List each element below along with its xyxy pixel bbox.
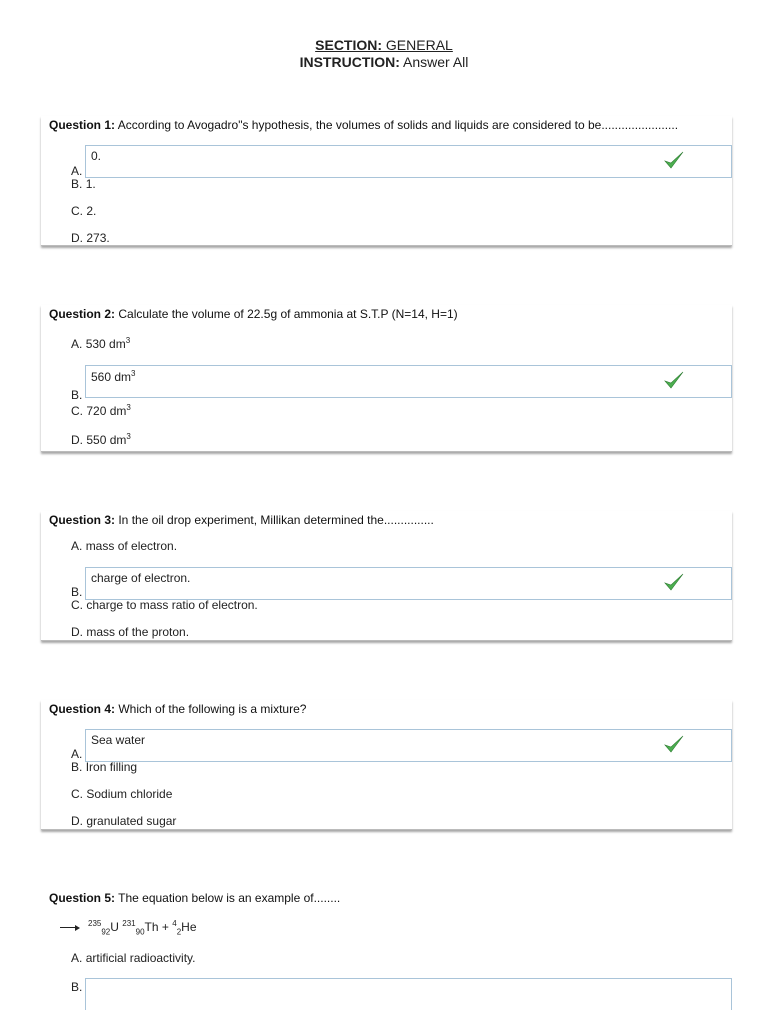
option-b[interactable]: B. Iron filling (71, 760, 138, 774)
instruction-label: INSTRUCTION: (299, 54, 400, 70)
question-text: In the oil drop experiment, Millikan determined the............... (115, 513, 434, 527)
question-card-3 (41, 511, 732, 641)
question-title (49, 513, 434, 527)
option-a[interactable]: A. 530 $dm^3$ (71, 336, 131, 351)
check-icon (663, 369, 685, 391)
option-c[interactable]: C. 720 $dm^3$ (71, 403, 131, 418)
question-title (49, 118, 678, 132)
page-header (0, 37, 768, 71)
question-text: The equation below is an example of........ (115, 891, 341, 905)
option-d[interactable]: D. mass of the proton. (71, 625, 190, 639)
section-value: GENERAL (382, 37, 453, 53)
option-letter: A. (71, 164, 83, 178)
option-b[interactable]: B. 1. (71, 177, 96, 191)
option-d[interactable]: D. granulated sugar (71, 814, 177, 828)
option-text: 0. (91, 149, 102, 163)
option-text: 560 $dm^3$ (91, 369, 136, 384)
option-d[interactable]: D. 550 $dm^3$ (71, 432, 131, 447)
option-b-box[interactable] (85, 978, 732, 1010)
option-d[interactable]: D. 273. (71, 231, 110, 245)
option-letter: A. (71, 747, 83, 761)
question-label: Question 1: (49, 118, 116, 132)
question-card-1 (41, 116, 732, 246)
arrow-icon (60, 927, 78, 928)
option-text: Sea water (91, 733, 146, 747)
option-a[interactable]: A. artificial radioactivity. (71, 951, 196, 965)
instruction-value: Answer All (399, 54, 469, 70)
check-icon (663, 149, 685, 171)
question-title (49, 702, 306, 716)
option-c[interactable]: C. 2. (71, 204, 97, 218)
question-text: Calculate the volume of 22.5g of ammonia at S.T.P (N=14, H=1) (115, 307, 458, 321)
question-label: Question 2: (49, 307, 116, 321)
option-b-selected[interactable] (85, 365, 732, 398)
check-icon (663, 733, 685, 755)
option-a-selected[interactable] (85, 145, 732, 178)
option-b-selected[interactable] (85, 567, 732, 600)
section-label: SECTION: (315, 37, 383, 53)
question-card-4 (41, 700, 732, 830)
question-text: Which of the following is a mixture? (115, 702, 307, 716)
option-c[interactable]: C. charge to mass ratio of electron. (71, 598, 258, 612)
question-card-2 (41, 305, 732, 452)
question-title (49, 307, 458, 321)
option-c[interactable]: C. Sodium chloride (71, 787, 173, 801)
option-text: charge of electron. (91, 571, 191, 585)
question-card-5 (41, 889, 732, 1024)
question-label: Question 4: (49, 702, 116, 716)
section-heading (0, 37, 768, 54)
question-title (49, 891, 340, 905)
option-letter: B. (71, 585, 83, 599)
option-a[interactable]: A. mass of electron. (71, 539, 178, 553)
check-icon (663, 571, 685, 593)
option-a-selected[interactable] (85, 729, 732, 762)
question-label: Question 5: (49, 891, 116, 905)
option-letter: B. (71, 388, 83, 402)
question-text: According to Avogadro"s hypothesis, the volumes of solids and liquids are considered to be....................... (115, 118, 679, 132)
option-letter: B. (71, 980, 83, 994)
instruction-heading (0, 54, 768, 71)
nuclear-equation: $^{235}_{92}$U $^{231}_{90}$Th + $^4_2$He (60, 919, 197, 936)
question-label: Question 3: (49, 513, 116, 527)
